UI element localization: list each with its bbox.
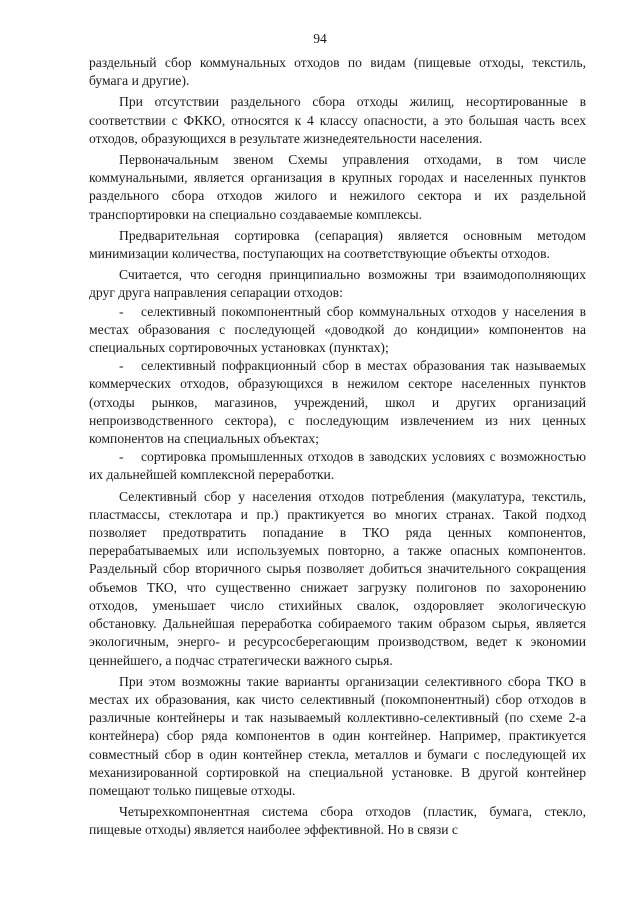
- paragraph-unsorted-waste: При отсутствии раздельного сбора отходы жилищ, несортированные в соответствии с ФККО, относятся к 4 классу опасности, а это большая часть всех отходов, образующихся в результате жизнедеятельности населения.: [89, 94, 586, 146]
- list-marker: -: [119, 303, 124, 319]
- list-marker: -: [119, 449, 124, 465]
- list-item: [89, 357, 586, 448]
- list-marker: -: [119, 358, 124, 374]
- page-number: 94: [313, 31, 327, 46]
- paragraph-four-component-system: Четырехкомпонентная система сбора отходов (пластик, бумага, стекло, пищевые отходы) является наиболее эффективной. Но в связи с: [89, 804, 586, 838]
- separation-list: [89, 303, 586, 485]
- paragraph-separation-directions: Считается, что сегодня принципиально возможны три взаимодополняющих друг друга направления сепарации отходов:: [89, 267, 586, 301]
- list-item-text: сортировка промышленных отходов в заводских условиях с возможностью их дальнейшей комплексной переработки.: [89, 449, 586, 483]
- list-item-text: селективный покомпонентный сбор коммунальных отходов у населения в местах образования с последующей «доводкой до кондиции» компонентов на специальных сортировочных установках (пунктах);: [89, 303, 586, 356]
- paragraph-selective-collection: Селективный сбор у населения отходов потребления (макулатура, текстиль, пластмассы, стеклотара и пр.) практикуется во многих странах. Такой подход позволяет предотвратить попадание в ТКО ряда ценных компонентов, перерабатываемых или используемых повторно, а также опасных компонентов. Раздельный сбор вторичного сырья позволяет добиться значительного сокращения объемов ТКО, что существенно снижает загрузку полигонов по захоронению отходов, уменьшает число стихийных свалок, оздоровляет экологическую обстановку. Дальнейшая переработка собираемого таким образом сырья, является экологичным, энерго- и ресурсосберегающим производством, ведет к экономии ценнейшего, а подчас стратегически важного сырья.: [89, 488, 586, 668]
- list-item: [89, 448, 586, 484]
- paragraph-collection-variants: При этом возможны такие варианты организации селективного сбора ТКО в местах их образования, как чисто селективный (покомпонентный) сбор отходов в различные контейнеры и так называемый коллективно-селективный (по схеме 2-а контейнера) сбор ряда компонентов в один контейнер. Например, практикуется совместный сбор в один контейнер стекла, металлов и бумаги с последующей их механизированной сортировкой на специальной установке. В другой контейнер помещают только пищевые отходы.: [89, 673, 586, 798]
- paragraph-management-scheme: Первоначальным звеном Схемы управления отходами, в том числе коммунальными, является организация в крупных городах и населенных пунктов раздельного сбора отходов жилого и нежилого сектора и их раздельной транспортировки на специально создаваемые комплексы.: [89, 152, 586, 222]
- list-item-text: селективный пофракционный сбор в местах образования так называемых коммерческих отходов, образующихся в нежилом секторе населенных пунктов (отходы рынков, магазинов, учреждений, школ и других организаций непроизводственного сектора), с последующим извлечением из них ценных компонентов на специальных объектах;: [89, 358, 586, 447]
- list-item: [89, 303, 586, 358]
- document-body: [89, 54, 586, 843]
- paragraph-sorting-method: Предварительная сортировка (сепарация) является основным методом минимизации количества, поступающих на соответствующие объекты отходов.: [89, 227, 586, 262]
- paragraph-continuation: раздельный сбор коммунальных отходов по видам (пищевые отходы, текстиль, бумага и другие).: [89, 55, 586, 89]
